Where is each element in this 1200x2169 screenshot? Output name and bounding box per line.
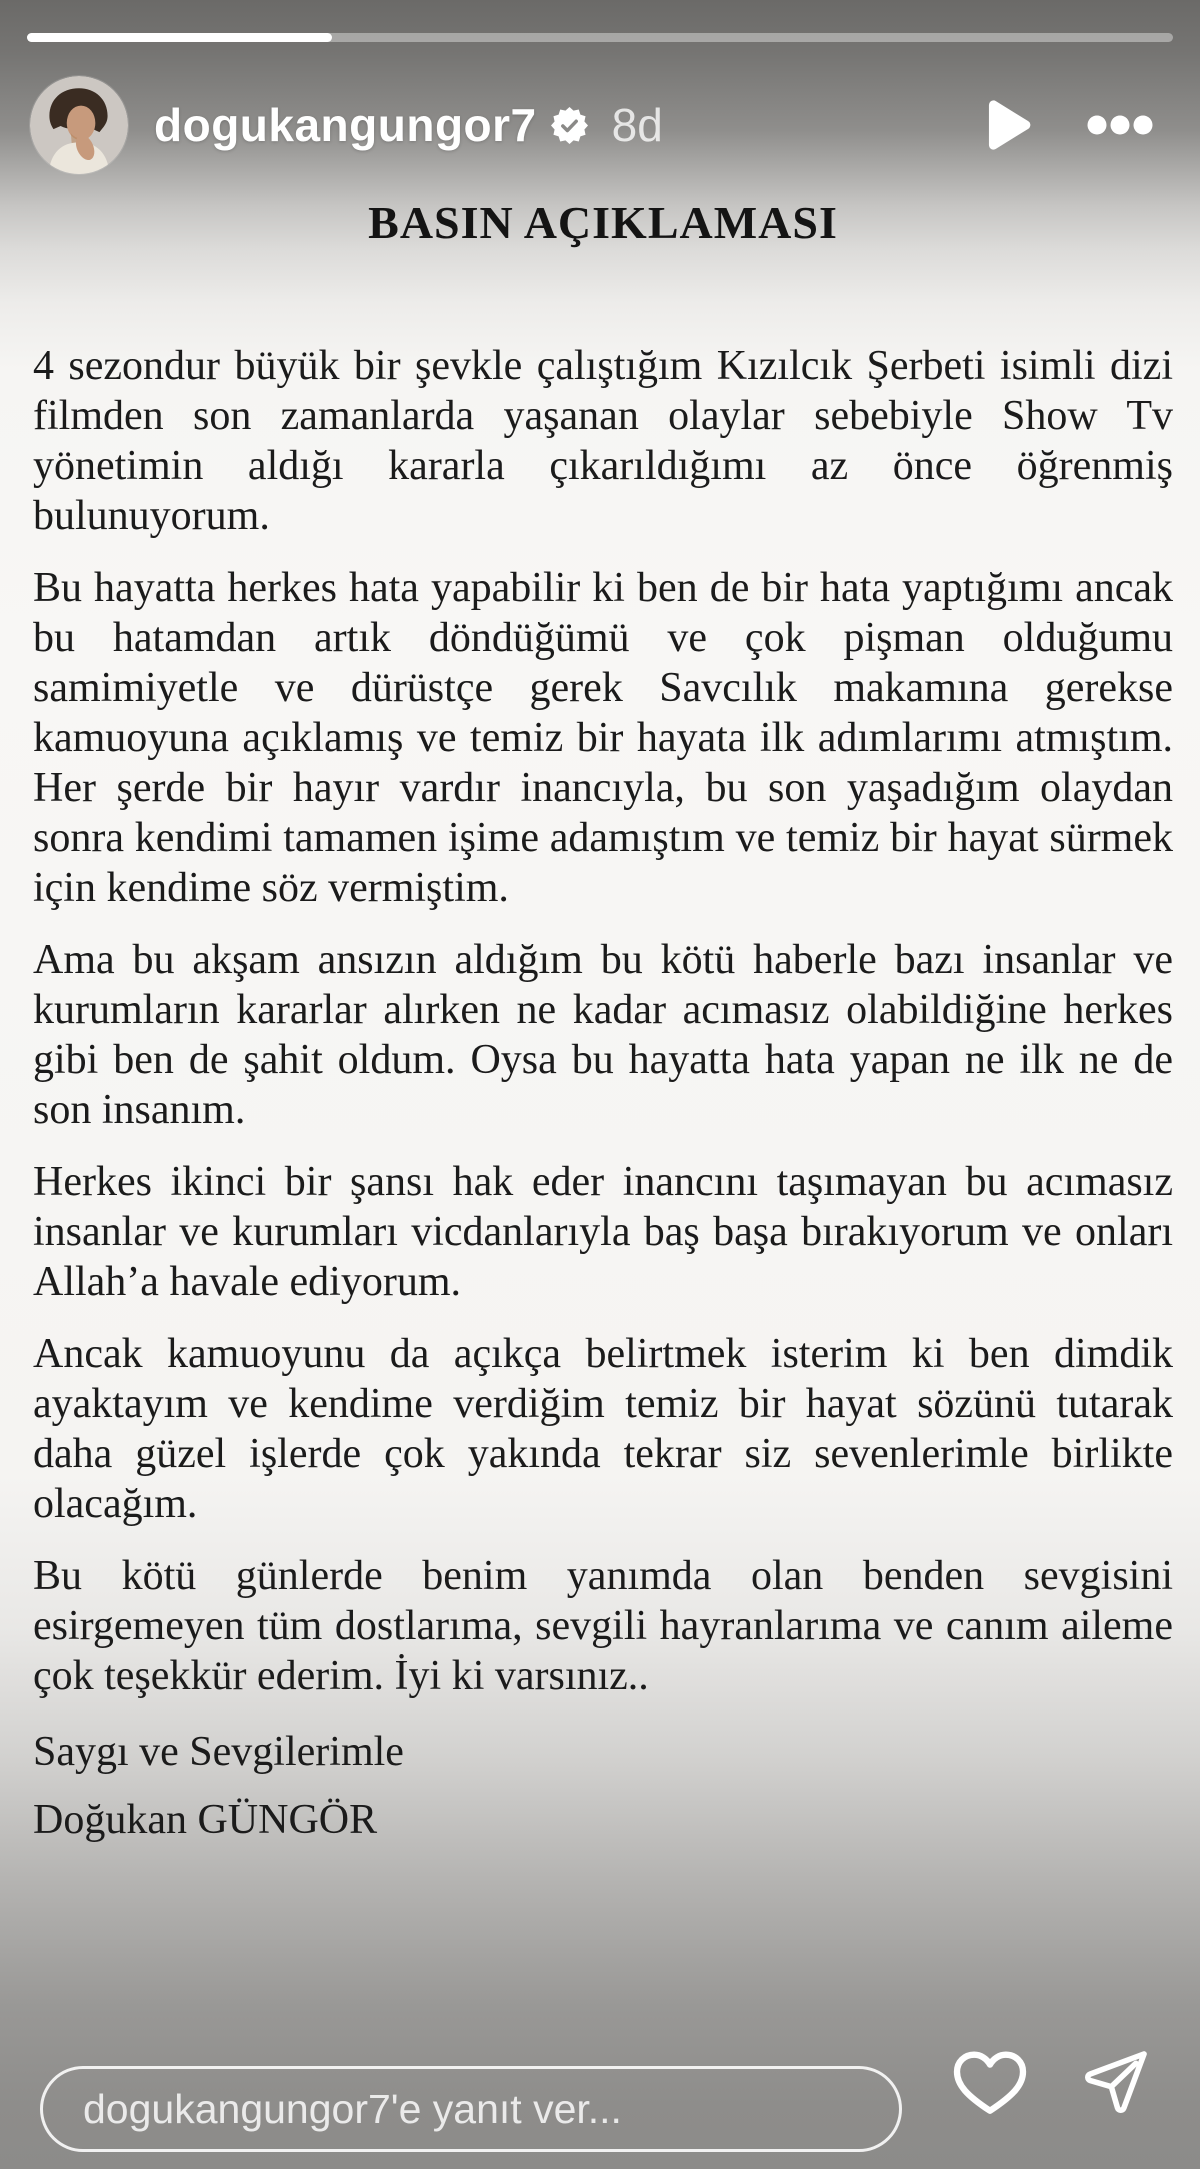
more-options-icon [1087,115,1153,135]
story-timestamp: 8d [611,99,663,151]
paragraph: Bu kötü günlerde benim yanımda olan benden sevgisini esirgemeyen tüm dostlarıma, sevgili hayranlarıma ve canım aileme çok teşekkür ederim. İyi ki varsınız.. [33,1553,1173,1699]
avatar-illustration [30,76,128,174]
share-button[interactable] [1078,2046,1154,2118]
document-signature: Doğukan GÜNGÖR [33,1797,378,1843]
story-progress-bar [27,33,1173,42]
paragraph: Herkes ikinci bir şansı hak eder inancını taşımayan bu acımasız insanlar ve kurumları vicdanlarıyla baş başa bırakıyorum ve onları Allah’a havale ediyorum. [33,1159,1173,1305]
reply-input[interactable] [81,2085,861,2134]
share-icon [1078,2046,1154,2118]
document-title: BASIN AÇIKLAMASI [368,197,838,248]
username[interactable]: dogukangungor7 [154,99,537,151]
play-icon [987,99,1031,151]
paragraph: Ama bu akşam ansızın aldığım bu kötü haberle bazı insanlar ve kurumların kararlar alırken ne kadar acımasız olabildiğine herkes gibi ben de şahit oldum. Oysa bu hayatta hata yapan ne ilk ne de son insanım. [33,937,1173,1133]
heart-icon [950,2046,1030,2118]
story-header [30,76,1160,174]
reply-bar[interactable] [40,2066,902,2152]
story-progress-fill [27,33,332,42]
press-statement-document [33,196,1173,1845]
play-button[interactable] [987,99,1031,151]
paragraph: 4 sezondur büyük bir şevkle çalıştığım Kızılcık Şerbeti isimli dizi filmden son zamanlarda yaşanan olaylar sebebiyle Show Tv yönetimin aldığı kararla çıkarıldığımı az önce öğrenmiş bulunuyorum. [33,343,1173,539]
document-body [33,341,1173,1701]
verified-badge-icon [551,107,588,144]
paragraph: Bu hayatta herkes hata yapabilir ki ben de bir hata yaptığımı ancak bu hatamdan artık döndüğümü ve çok pişman olduğumu samimiyetle ve dürüstçe gerek Savcılık makamına gerekse kamuoyuna açıklamış ve temiz bir hayata ilk adımlarımı atmıştım. Her şerde bir hayır vardır inancıyla, bu son yaşadığım olaydan sonra kendimi tamamen işime adamıştım ve temiz bir hayat sürmek için kendime söz vermiştim. [33,565,1173,911]
avatar[interactable] [30,76,128,174]
like-button[interactable] [950,2046,1030,2118]
document-closing: Saygı ve Sevgilerimle [33,1729,404,1775]
paragraph: Ancak kamuoyunu da açıkça belirtmek isterim ki ben dimdik ayaktayım ve kendime verdiğim temiz bir hayat sözünü tutarak daha güzel işlerde çok yakında tekrar siz sevenlerimle birlikte olacağım. [33,1331,1173,1527]
more-options-button[interactable] [1087,115,1153,135]
